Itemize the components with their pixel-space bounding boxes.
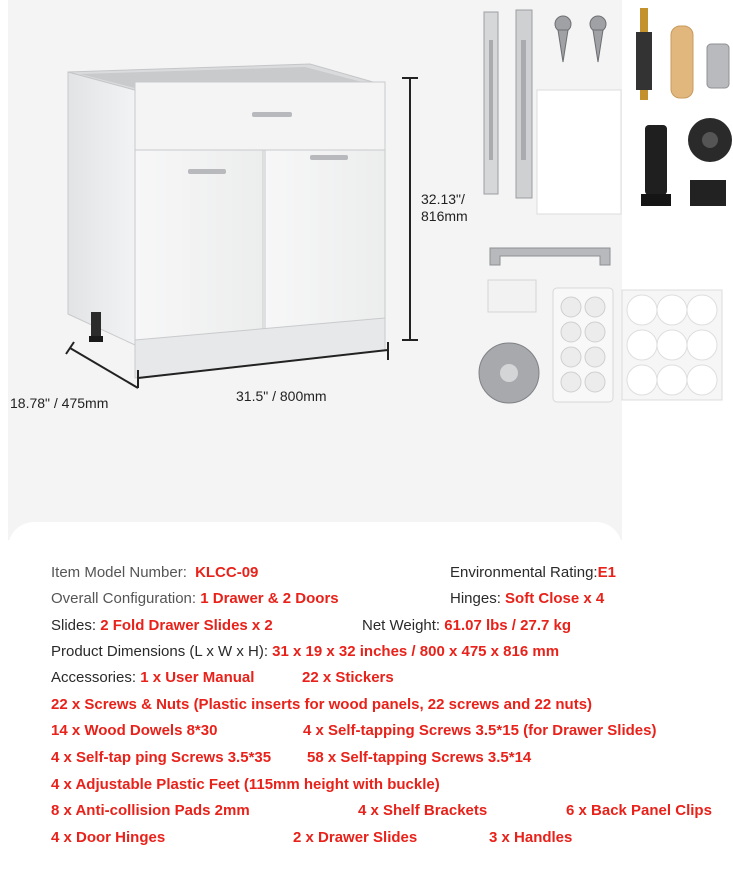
spec-label: Overall Configuration: <box>51 590 197 607</box>
spec-label: Item Model Number: <box>51 564 187 581</box>
accessory-item: 3 x Handles <box>489 829 573 846</box>
hardware-images <box>479 8 732 403</box>
spec-configuration <box>51 590 339 608</box>
accessory-item: 2 x Drawer Slides <box>293 829 418 846</box>
spec-value: E1 <box>597 564 616 581</box>
accessory-item: 4 x Self-tapping Screws 3.5*15 (for Drawer Slides) <box>303 722 657 739</box>
spec-value: 31 x 19 x 32 inches / 800 x 475 x 816 mm <box>272 643 560 660</box>
spec-label: Net Weight: <box>362 617 441 634</box>
accessory-item: 1 x User Manual <box>140 669 255 686</box>
accessory-item: 58 x Self-tapping Screws 3.5*14 <box>307 749 532 766</box>
depth-dimension-label: 18.78" / 475mm <box>10 395 109 411</box>
accessory-item: 4 x Adjustable Plastic Feet (115mm height with buckle) <box>51 776 440 793</box>
spec-hinges <box>450 590 604 608</box>
accessory-item: 22 x Stickers <box>302 669 394 686</box>
cabinet-image <box>68 64 385 378</box>
spec-value: 61.07 lbs / 27.7 kg <box>444 617 572 634</box>
accessory-item: 14 x Wood Dowels 8*30 <box>51 722 218 739</box>
accessory-item: 4 x Self-tap ping Screws 3.5*35 <box>51 749 272 766</box>
accessory-item: 8 x Anti-collision Pads 2mm <box>51 802 250 819</box>
spec-label: Slides: <box>51 617 97 634</box>
accessory-item: 22 x Screws & Nuts (Plastic inserts for wood panels, 22 screws and 22 nuts) <box>51 696 593 713</box>
spec-label: Environmental Rating: <box>450 564 598 581</box>
spec-label: Product Dimensions (L x W x H): <box>51 643 268 660</box>
spec-net-weight <box>362 617 571 635</box>
spec-label: Accessories: <box>51 669 137 686</box>
spec-slides <box>51 617 273 635</box>
spec-accessories <box>51 669 254 687</box>
width-dimension-label: 31.5" / 800mm <box>236 388 327 404</box>
spec-label: Hinges: <box>450 590 501 607</box>
spec-value: 1 Drawer & 2 Doors <box>200 590 339 607</box>
accessory-item: 4 x Door Hinges <box>51 829 166 846</box>
spec-value: 2 Fold Drawer Slides x 2 <box>100 617 273 634</box>
spec-value: Soft Close x 4 <box>505 590 605 607</box>
spec-environmental-rating <box>450 564 616 582</box>
spec-value: KLCC-09 <box>195 564 259 581</box>
spec-product-dimensions <box>51 643 559 661</box>
spec-model <box>51 564 258 582</box>
height-dimension-label: 32.13"/ 816mm <box>421 191 468 224</box>
accessory-item: 4 x Shelf Brackets <box>358 802 488 819</box>
accessory-item: 6 x Back Panel Clips <box>566 802 712 819</box>
